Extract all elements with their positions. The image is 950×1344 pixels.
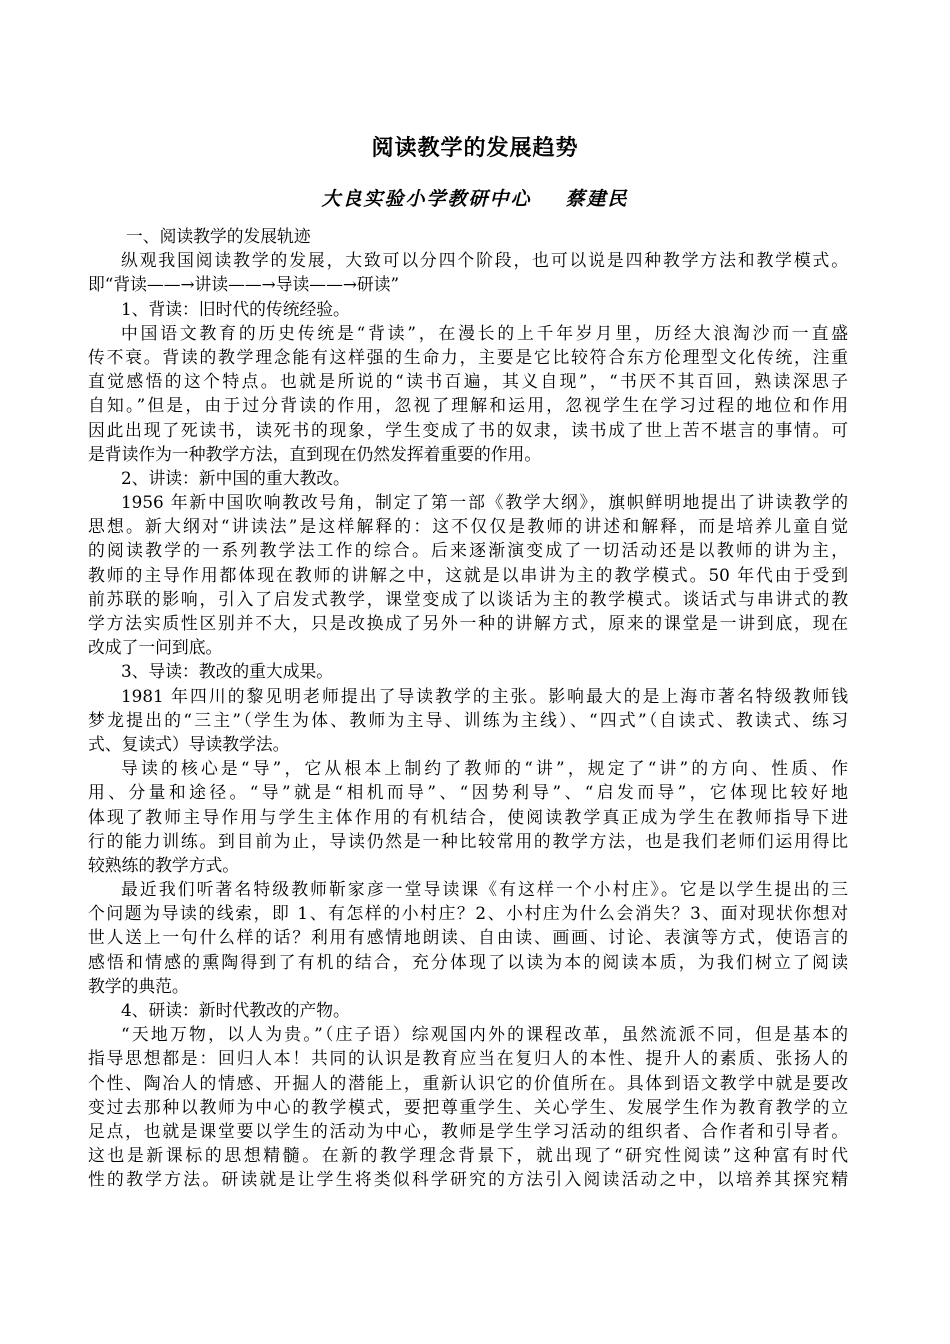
text-line: 直觉感悟的这个特点。也就是所说的“读书百遍，其义自现”，“书厌不其百回，熟读深思子 — [88, 371, 848, 392]
text-line: 传不衰。背读的教学理念能有这样强的生命力，主要是它比较符合东方伦理型文化传统，注重 — [88, 346, 848, 367]
text-line: 个问题为导读的线索，即 1、有怎样的小村庄？2、小村庄为什么会消失？3、面对现状你想对 — [88, 903, 848, 924]
text-line: 思想。新大纲对“讲读法”是这样解释的：这不仅仅是教师的讲述和解释，而是培养儿童自觉 — [88, 516, 848, 537]
text-line: 的阅读教学的一系列教学法工作的综合。后来逐渐演变成了一切活动还是以教师的讲为主， — [88, 540, 848, 561]
text-line: 学方法实质性区别并不大，只是改换成了另外一种的讲解方式，原来的课堂是一讲到底，现在 — [88, 613, 848, 633]
text-line: 导读的核心是“导”，它从根本上制约了教师的“讲”，规定了“讲”的方向、性质、作 — [121, 758, 848, 779]
text-line: 中国语文教育的历史传统是“背读”，在漫长的上千年岁月里，历经大浪淘沙而一直盛 — [121, 322, 848, 343]
section-heading: 一、阅读教学的发展轨迹 — [126, 226, 311, 246]
author-organization: 大良实验小学教研中心 — [321, 188, 532, 210]
text-line: 用、分量和途径。“导”就是“相机而导”、“因势利导”、“启发而导”，它体现比较好地 — [88, 782, 848, 803]
text-line: 世人送上一句什么样的话？利用有感情地朗读、自由读、画画、讨论、表演等方式，使语言的 — [88, 927, 848, 948]
subsection-heading: 4、研读：新时代教改的产物。 — [121, 1000, 350, 1020]
subsection-heading: 1、背读：旧时代的传统经验。 — [121, 298, 350, 319]
text-line: 因此出现了死读书，读死书的现象，学生变成了书的奴隶，读书成了世上苦不堪言的事情。可 — [88, 419, 848, 440]
text-line: 即“背读——→讲读——→导读——→研读” — [88, 274, 400, 295]
text-line: 这也是新课标的思想精髓。在新的教学理念背景下，就出现了“研究性阅读”这种富有时代 — [88, 1145, 848, 1166]
text-line: 式、复读式）导读教学法。 — [88, 733, 290, 754]
text-line: 足点，也就是课堂要以学生的活动为中心，教师是学生学习活动的组织者、合作者和引导者。 — [88, 1120, 848, 1141]
document-subtitle — [0, 184, 950, 214]
text-line: 最近我们听著名特级教师靳家彦一堂导读课《有这样一个小村庄》。它是以学生提出的三 — [121, 879, 848, 900]
text-line: 教师的主导作用都体现在教师的讲解之中，这就是以串讲为主的教学模式。50 年代由于受到 — [88, 564, 848, 585]
text-line: 行的能力训练。到目前为止，导读仍然是一种比较常用的教学方法，也是我们老师们运用得比 — [88, 830, 848, 851]
document-title: 阅读教学的发展趋势 — [371, 136, 579, 161]
text-line: 梦龙提出的“三主”（学生为体、教师为主导、训练为主线）、“四式”（自读式、教读式、练习 — [88, 709, 848, 730]
text-line: 指导思想都是：回归人本！共同的认识是教育应当在复归人的本性、提升人的素质、张扬人的 — [88, 1048, 848, 1069]
text-line: 体现了教师主导作用与学生主体作用的有机结合，使阅读教学真正成为学生在教师指导下进 — [88, 806, 848, 827]
text-line: 1981 年四川的黎见明老师提出了导读教学的主张。影响最大的是上海市著名特级教师钱 — [121, 685, 848, 706]
text-line: 教学的典范。 — [88, 975, 189, 996]
text-line: 是背读作为一种教学方法，直到现在仍然发挥着重要的作用。 — [88, 443, 542, 464]
text-line: 较熟练的教学方式。 — [88, 854, 240, 875]
text-line: “天地万物，以人为贵。”（庄子语）综观国内外的课程改革，虽然流派不同，但是基本的 — [121, 1024, 848, 1045]
text-line: 1956 年新中国吹响教改号角，制定了第一部《教学大纲》，旗帜鲜明地提出了讲读教学的 — [121, 492, 848, 513]
text-line: 改成了一问到底。 — [88, 637, 223, 658]
text-line: 前苏联的影响，引入了启发式教学，课堂变成了以谈话为主的教学模式。谈话式与串讲式的教 — [88, 588, 848, 609]
author-name: 蔡建民 — [565, 188, 629, 210]
text-line: 变过去那种以教师为中心的教学模式，要把尊重学生、关心学生、发展学生作为教育教学的立 — [88, 1096, 848, 1117]
subsection-heading: 3、导读：教改的重大成果。 — [121, 661, 334, 682]
text-line: 个性、陶冶人的情感、开掘人的潜能上，重新认识它的价值所在。具体到语文教学中就是要改 — [88, 1072, 848, 1093]
subsection-heading: 2、讲读：新中国的重大教改。 — [121, 467, 350, 488]
text-line: 自知。”但是，由于过分背读的作用，忽视了理解和运用，忽视学生在学习过程的地位和作用 — [88, 395, 848, 416]
text-line: 纵观我国阅读教学的发展，大致可以分四个阶段，也可以说是四种教学方法和教学模式。 — [121, 250, 848, 271]
text-line: 性的教学方法。研读就是让学生将类似科学研究的方法引入阅读活动之中，以培养其探究精 — [88, 1169, 848, 1190]
text-line: 感悟和情感的熏陶得到了有机的结合，充分体现了以读为本的阅读本质，为我们树立了阅读 — [88, 951, 848, 972]
document-body — [88, 224, 848, 1192]
